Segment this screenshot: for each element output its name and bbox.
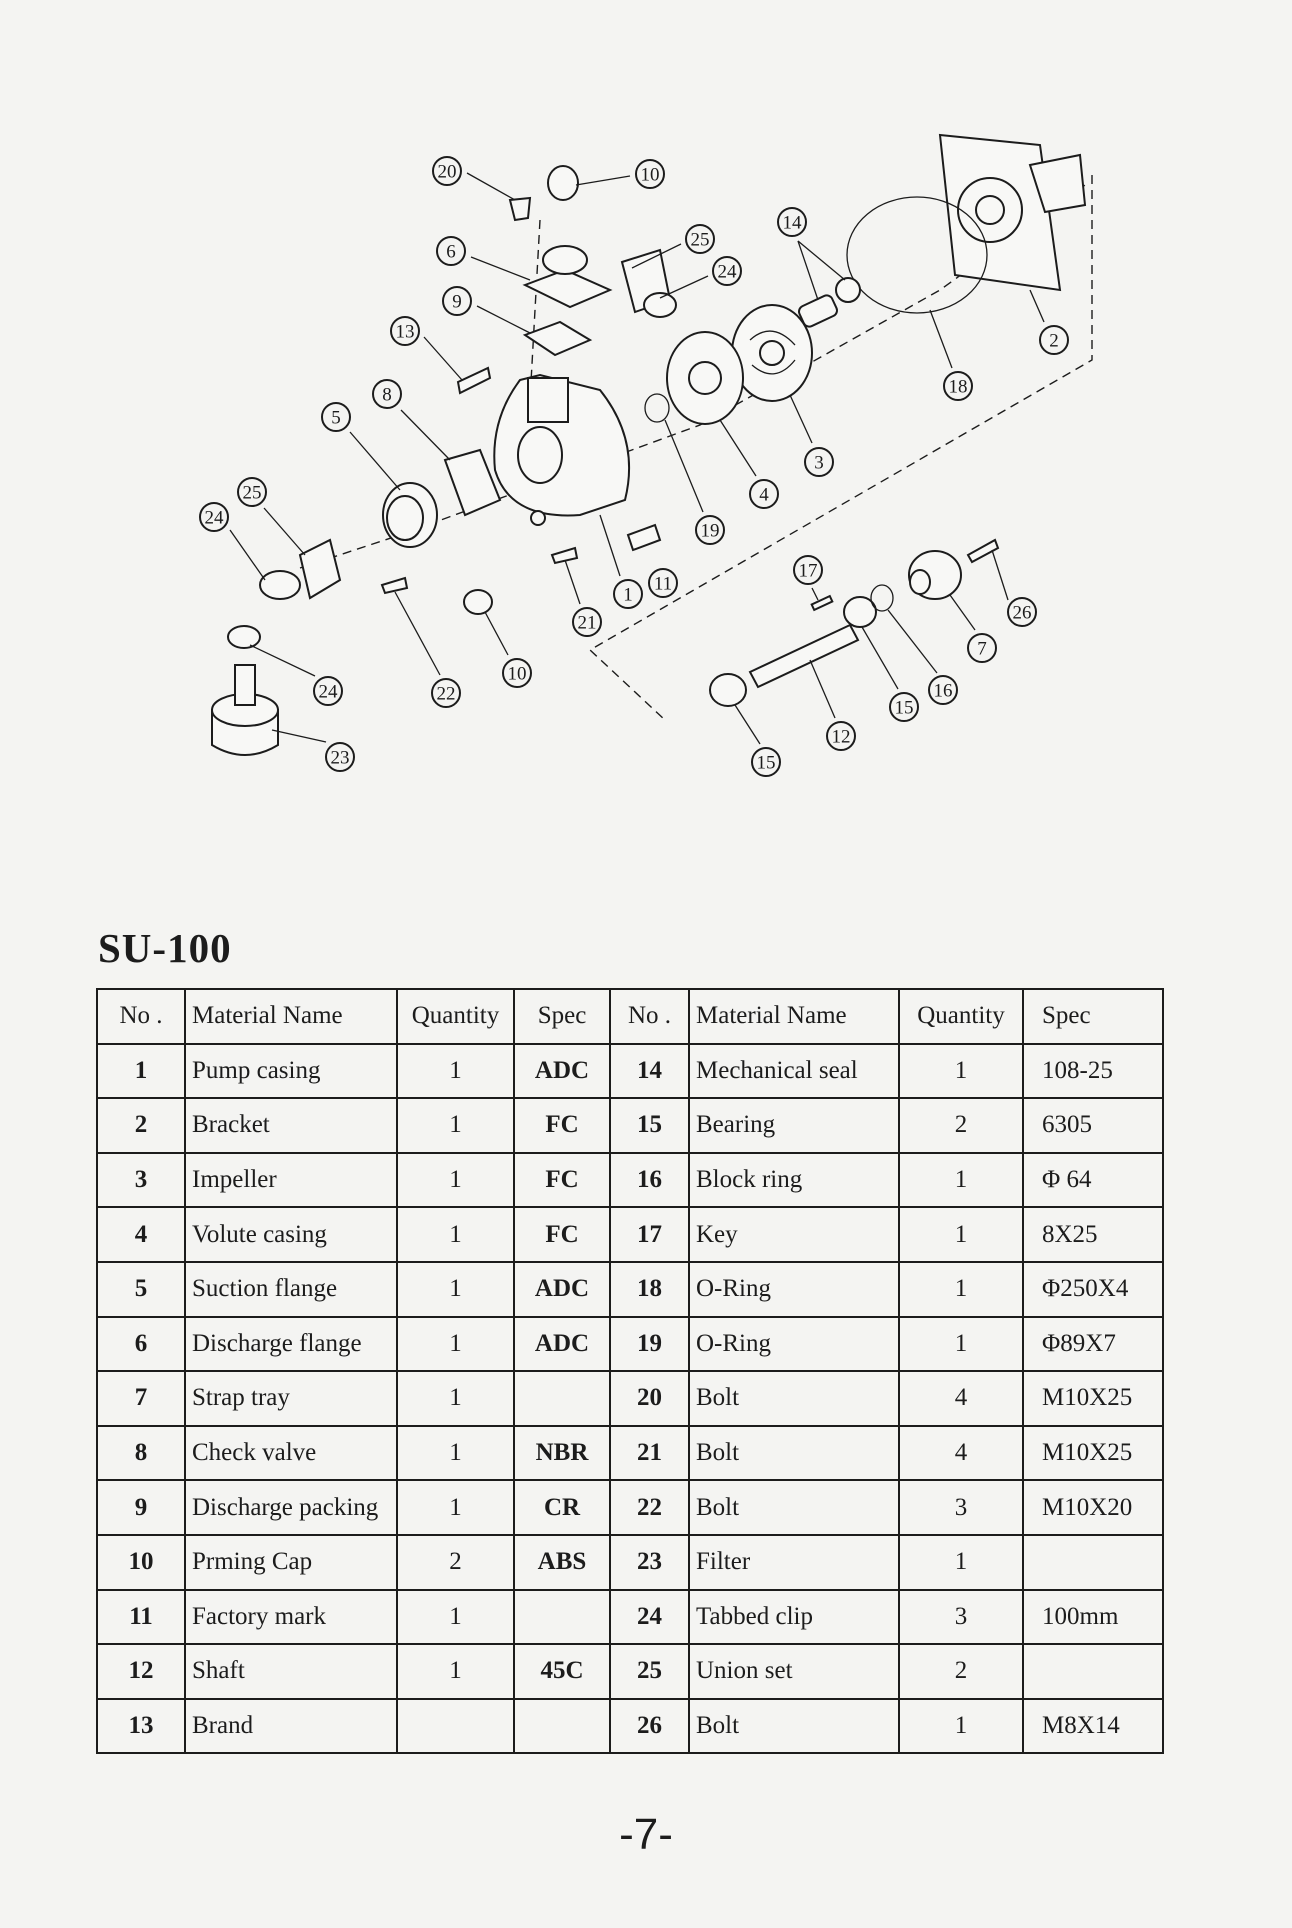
cell-no-right: 23: [610, 1535, 689, 1590]
cell-quantity-right: 1: [899, 1044, 1023, 1099]
callout-25: [238, 478, 266, 506]
key-part: [812, 596, 833, 610]
cell-spec-right: 108-25: [1023, 1044, 1163, 1099]
suction-clip-part: [260, 571, 300, 599]
cell-quantity: 1: [397, 1153, 514, 1208]
cell-spec-right: 100mm: [1023, 1590, 1163, 1645]
cell-quantity: 1: [397, 1044, 514, 1099]
callout-23: [326, 743, 354, 771]
header-material-name: Material Name: [185, 989, 397, 1044]
callout-number: 15: [894, 697, 914, 719]
callout-9: [443, 287, 471, 315]
callout-number: 23: [330, 747, 350, 769]
cell-spec: NBR: [514, 1426, 610, 1481]
cell-material-name: Discharge flange: [185, 1317, 397, 1372]
callout-number: 25: [690, 229, 710, 251]
cell-no: 10: [97, 1535, 185, 1590]
cell-quantity: 2: [397, 1535, 514, 1590]
table-row: [97, 1098, 1163, 1153]
bolt-21-part: [552, 548, 577, 563]
table-row: [97, 1371, 1163, 1426]
callout-number: 24: [204, 507, 224, 529]
cell-no: 4: [97, 1207, 185, 1262]
callout-labels: [200, 157, 1068, 776]
table-row: [97, 1044, 1163, 1099]
header-spec: Spec: [514, 989, 610, 1044]
filter-part: [212, 665, 278, 755]
callout-17: [794, 556, 822, 584]
cell-material-name: Shaft: [185, 1644, 397, 1699]
callout-24: [200, 503, 228, 531]
header-quantity: Quantity: [397, 989, 514, 1044]
cell-quantity-right: 2: [899, 1644, 1023, 1699]
table-row: [97, 1153, 1163, 1208]
o-ring-19-part: [645, 394, 669, 422]
cell-no: 2: [97, 1098, 185, 1153]
table-row: [97, 1590, 1163, 1645]
bolt-22-part: [382, 578, 407, 593]
cell-no-right: 16: [610, 1153, 689, 1208]
suction-union-part: [300, 540, 340, 598]
table-row: [97, 1644, 1163, 1699]
cell-quantity-right: 4: [899, 1426, 1023, 1481]
callout-15: [890, 693, 918, 721]
cell-no-right: 24: [610, 1590, 689, 1645]
header-quantity-right: Quantity: [899, 989, 1023, 1044]
cell-quantity: 1: [397, 1262, 514, 1317]
cell-quantity: 1: [397, 1480, 514, 1535]
assembly-axis-line-vertical: [530, 220, 540, 400]
cell-quantity: [397, 1699, 514, 1754]
volute-casing-part: [667, 332, 743, 424]
exploded-view-diagram: [0, 0, 1292, 800]
callout-26: [1008, 598, 1036, 626]
callout-number: 7: [977, 638, 987, 660]
cell-material-name-right: Bolt: [689, 1699, 899, 1754]
cell-no: 6: [97, 1317, 185, 1372]
cell-quantity-right: 3: [899, 1480, 1023, 1535]
callout-number: 8: [382, 384, 392, 406]
callout-2: [1040, 326, 1068, 354]
cell-material-name-right: Filter: [689, 1535, 899, 1590]
callout-number: 24: [318, 681, 338, 703]
callout-number: 6: [446, 241, 456, 263]
page-number: -7-: [619, 1810, 673, 1859]
cell-material-name: Pump casing: [185, 1044, 397, 1099]
cell-material-name: Impeller: [185, 1153, 397, 1208]
block-ring-part: [871, 585, 893, 611]
callout-12: [827, 722, 855, 750]
cell-spec-right: Φ 64: [1023, 1153, 1163, 1208]
callout-10: [636, 160, 664, 188]
cell-spec: ADC: [514, 1317, 610, 1372]
parts-table-body: [97, 1044, 1163, 1754]
check-valve-part: [445, 450, 500, 515]
callout-number: 5: [331, 407, 341, 429]
model-title: SU-100: [98, 925, 232, 971]
callout-number: 22: [436, 683, 456, 705]
bearing-lower-part: [710, 674, 746, 706]
cell-material-name: Volute casing: [185, 1207, 397, 1262]
callout-number: 18: [948, 376, 968, 398]
callout-number: 25: [242, 482, 262, 504]
cell-quantity: 1: [397, 1098, 514, 1153]
cell-quantity: 1: [397, 1317, 514, 1372]
cell-quantity: 1: [397, 1371, 514, 1426]
brand-plate-part: [458, 368, 490, 393]
callout-24: [713, 257, 741, 285]
cell-spec: FC: [514, 1153, 610, 1208]
impeller-part: [732, 305, 812, 401]
suction-flange-part: [383, 483, 437, 547]
cell-material-name-right: Key: [689, 1207, 899, 1262]
cell-no-right: 18: [610, 1262, 689, 1317]
table-row: [97, 1262, 1163, 1317]
cell-no: 5: [97, 1262, 185, 1317]
cell-material-name: Strap tray: [185, 1371, 397, 1426]
cell-no: 3: [97, 1153, 185, 1208]
callout-number: 12: [831, 726, 851, 748]
callout-number: 1: [623, 584, 633, 606]
cell-no-right: 20: [610, 1371, 689, 1426]
cell-material-name: Discharge packing: [185, 1480, 397, 1535]
filter-clip-part: [228, 626, 260, 648]
callout-6: [437, 237, 465, 265]
cell-spec: FC: [514, 1207, 610, 1262]
cell-quantity: 1: [397, 1644, 514, 1699]
callout-number: 16: [933, 680, 953, 702]
cell-material-name-right: O-Ring: [689, 1262, 899, 1317]
callout-number: 9: [452, 291, 462, 313]
table-row: [97, 1317, 1163, 1372]
callout-3: [805, 448, 833, 476]
cell-no: 1: [97, 1044, 185, 1099]
callout-7: [968, 634, 996, 662]
header-spec-right: Spec: [1023, 989, 1163, 1044]
cell-no-right: 19: [610, 1317, 689, 1372]
cell-material-name: Check valve: [185, 1426, 397, 1481]
callout-4: [750, 480, 778, 508]
callout-14: [778, 208, 806, 236]
cell-material-name-right: O-Ring: [689, 1317, 899, 1372]
callout-number: 3: [814, 452, 824, 474]
callout-8: [373, 380, 401, 408]
callout-22: [432, 679, 460, 707]
cell-material-name: Suction flange: [185, 1262, 397, 1317]
cell-material-name: Factory mark: [185, 1590, 397, 1645]
callout-number: 14: [782, 212, 802, 234]
table-row: [97, 1699, 1163, 1754]
callout-number: 17: [798, 560, 818, 582]
cell-spec: CR: [514, 1480, 610, 1535]
cell-spec: ADC: [514, 1044, 610, 1099]
callout-5: [322, 403, 350, 431]
cell-no-right: 26: [610, 1699, 689, 1754]
cell-no: 8: [97, 1426, 185, 1481]
cell-spec-right: M10X25: [1023, 1426, 1163, 1481]
table-row: [97, 1480, 1163, 1535]
callout-number: 15: [756, 752, 776, 774]
callout-24: [314, 677, 342, 705]
cell-spec-right: Φ250X4: [1023, 1262, 1163, 1317]
bolt-26-part: [968, 540, 998, 562]
cell-material-name: Prming Cap: [185, 1535, 397, 1590]
callout-number: 19: [700, 520, 720, 542]
callout-13: [391, 317, 419, 345]
cell-spec: [514, 1699, 610, 1754]
cell-material-name-right: Tabbed clip: [689, 1590, 899, 1645]
cell-no-right: 21: [610, 1426, 689, 1481]
callout-number: 20: [437, 161, 457, 183]
table-row: [97, 1535, 1163, 1590]
callout-number: 26: [1012, 602, 1032, 624]
cell-no-right: 14: [610, 1044, 689, 1099]
callout-number: 13: [395, 321, 415, 343]
cell-no: 13: [97, 1699, 185, 1754]
cell-quantity-right: 4: [899, 1371, 1023, 1426]
cell-material-name-right: Union set: [689, 1644, 899, 1699]
callout-16: [929, 676, 957, 704]
bracket-part: [940, 135, 1085, 290]
table-row: [97, 1207, 1163, 1262]
callout-21: [573, 608, 601, 636]
cell-spec: [514, 1590, 610, 1645]
cell-no: 12: [97, 1644, 185, 1699]
callout-20: [433, 157, 461, 185]
header-material-name-right: Material Name: [689, 989, 899, 1044]
cell-quantity-right: 3: [899, 1590, 1023, 1645]
cell-no: 11: [97, 1590, 185, 1645]
cell-quantity-right: 1: [899, 1699, 1023, 1754]
parts-list-table: [96, 988, 1164, 1754]
cell-no-right: 15: [610, 1098, 689, 1153]
cell-quantity-right: 1: [899, 1262, 1023, 1317]
callout-number: 10: [640, 164, 660, 186]
header-no: No .: [97, 989, 185, 1044]
bolt-20-part: [510, 198, 530, 220]
cell-spec: [514, 1371, 610, 1426]
callout-1: [614, 580, 642, 608]
cell-quantity-right: 1: [899, 1535, 1023, 1590]
cell-quantity: 1: [397, 1426, 514, 1481]
callout-15: [752, 748, 780, 776]
callout-number: 4: [759, 484, 769, 506]
callout-number: 11: [653, 573, 673, 595]
cell-material-name-right: Bolt: [689, 1371, 899, 1426]
cell-material-name: Brand: [185, 1699, 397, 1754]
callout-18: [944, 372, 972, 400]
table-row: [97, 1426, 1163, 1481]
cell-material-name-right: Bolt: [689, 1426, 899, 1481]
cell-quantity-right: 1: [899, 1207, 1023, 1262]
priming-cap-top-part: [548, 166, 578, 200]
cell-material-name-right: Block ring: [689, 1153, 899, 1208]
cell-no-right: 17: [610, 1207, 689, 1262]
cell-spec-right: [1023, 1535, 1163, 1590]
callout-10: [503, 659, 531, 687]
cell-no-right: 22: [610, 1480, 689, 1535]
cell-quantity: 1: [397, 1590, 514, 1645]
cell-no-right: 25: [610, 1644, 689, 1699]
cell-spec-right: M8X14: [1023, 1699, 1163, 1754]
callout-19: [696, 516, 724, 544]
cell-spec-right: [1023, 1644, 1163, 1699]
cell-spec-right: 6305: [1023, 1098, 1163, 1153]
callout-11: [649, 569, 677, 597]
cell-material-name-right: Mechanical seal: [689, 1044, 899, 1099]
callout-number: 21: [577, 612, 597, 634]
strap-tray-part: [909, 551, 961, 599]
callout-25: [686, 225, 714, 253]
cell-no: 9: [97, 1480, 185, 1535]
cell-spec-right: Φ89X7: [1023, 1317, 1163, 1372]
cell-quantity-right: 2: [899, 1098, 1023, 1153]
mechanical-seal-part: [797, 278, 860, 329]
header-no-right: No .: [610, 989, 689, 1044]
cell-spec: 45C: [514, 1644, 610, 1699]
callout-number: 10: [507, 663, 527, 685]
cell-spec: FC: [514, 1098, 610, 1153]
cell-no: 7: [97, 1371, 185, 1426]
cell-spec-right: M10X25: [1023, 1371, 1163, 1426]
table-header-row: [97, 989, 1163, 1044]
pump-casing-part: [494, 375, 629, 525]
shaft-part: [750, 625, 858, 687]
cell-spec-right: M10X20: [1023, 1480, 1163, 1535]
cell-material-name-right: Bearing: [689, 1098, 899, 1153]
cell-spec: ABS: [514, 1535, 610, 1590]
callout-number: 2: [1049, 330, 1059, 352]
cell-spec: ADC: [514, 1262, 610, 1317]
cell-material-name: Bracket: [185, 1098, 397, 1153]
cell-quantity: 1: [397, 1207, 514, 1262]
callout-number: 24: [717, 261, 737, 283]
cell-quantity-right: 1: [899, 1317, 1023, 1372]
priming-cap-lower-part: [464, 590, 492, 614]
factory-mark-part: [628, 525, 660, 550]
cell-material-name-right: Bolt: [689, 1480, 899, 1535]
cell-quantity-right: 1: [899, 1153, 1023, 1208]
cell-spec-right: 8X25: [1023, 1207, 1163, 1262]
